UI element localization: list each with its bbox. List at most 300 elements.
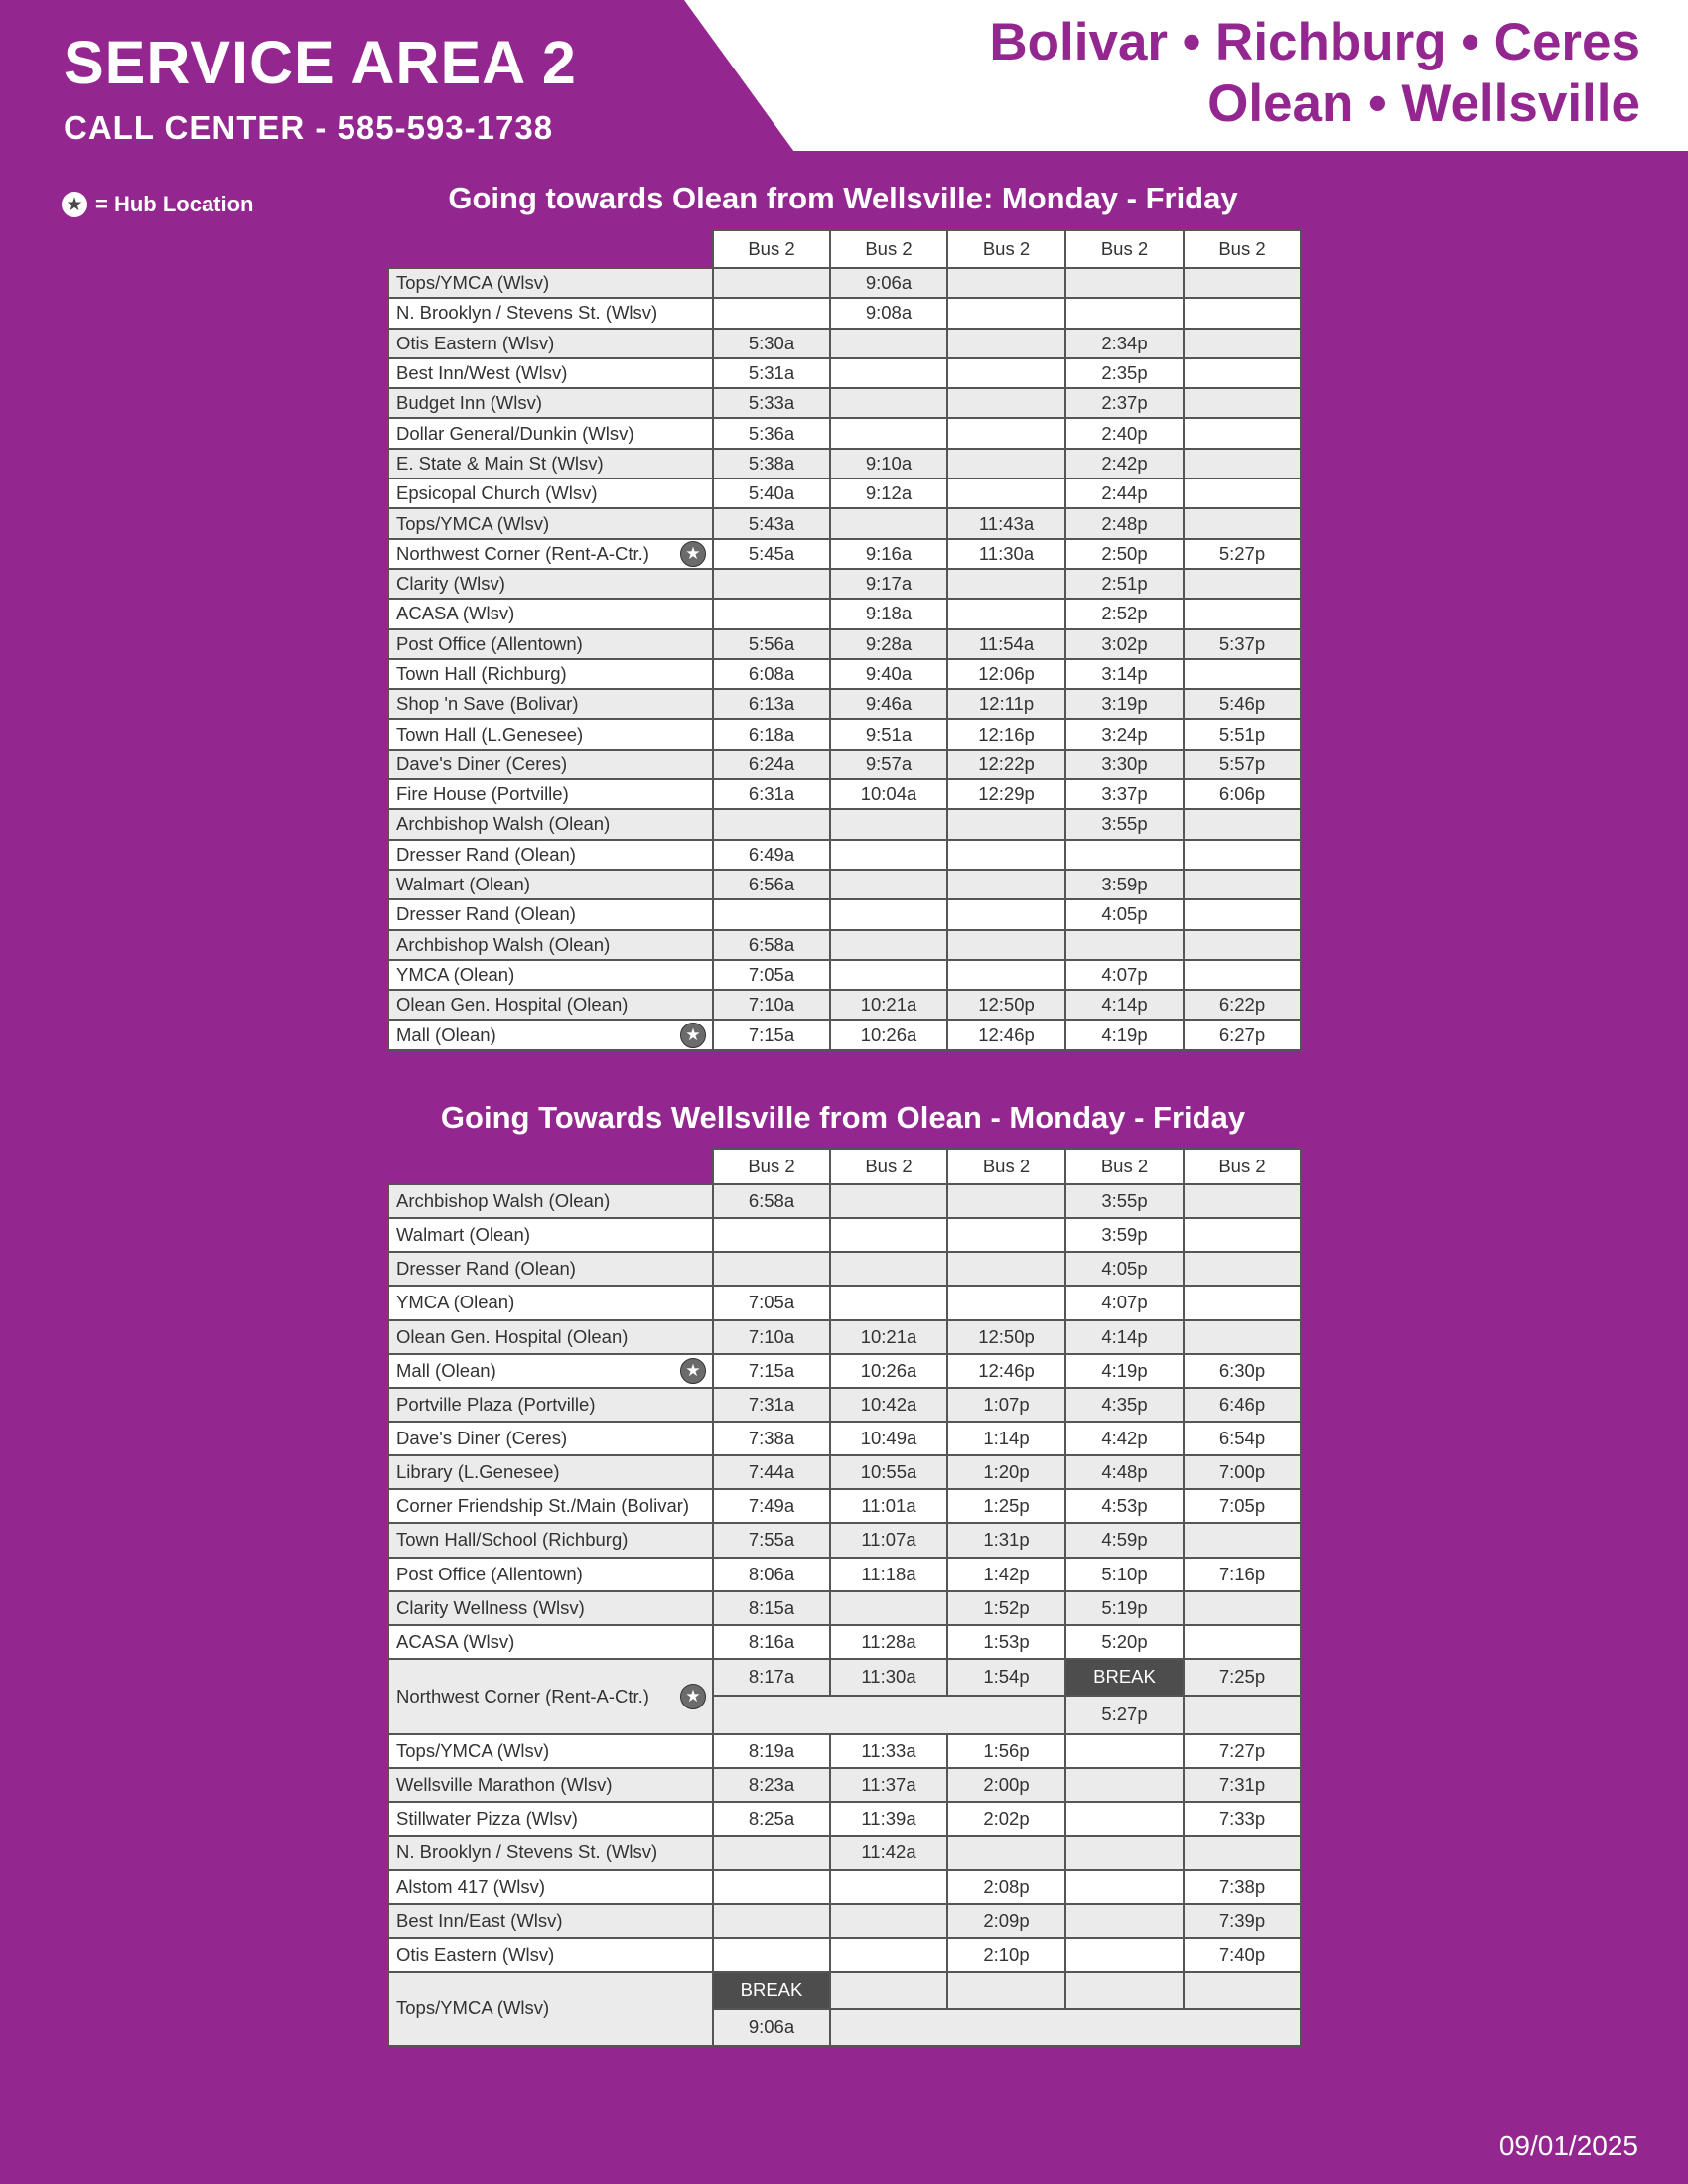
stop-name xyxy=(388,990,713,1020)
table-row xyxy=(388,508,1301,538)
time-cell: 4:19p xyxy=(1065,1020,1184,1049)
time-cell xyxy=(1065,1734,1184,1768)
time-cell xyxy=(947,809,1065,839)
stop-name-label: ACASA (Wlsv) xyxy=(396,1630,515,1652)
time-cell: 6:08a xyxy=(713,659,830,689)
bus-column-header: Bus 2 xyxy=(830,230,947,268)
stop-name xyxy=(388,1734,713,1768)
time-cell xyxy=(1065,840,1184,870)
time-cell: 5:20p xyxy=(1065,1625,1184,1659)
time-cell: 12:11p xyxy=(947,689,1065,719)
time-cell xyxy=(1184,1320,1301,1354)
stop-name-label: Archbishop Walsh (Olean) xyxy=(396,1190,611,1212)
time-cell xyxy=(830,899,947,929)
stop-name xyxy=(388,1320,713,1354)
time-cell: 2:42p xyxy=(1065,449,1184,478)
stop-name xyxy=(388,329,713,358)
time-cell: 12:50p xyxy=(947,1320,1065,1354)
time-cell: 2:10p xyxy=(947,1938,1065,1972)
stop-name xyxy=(388,268,713,298)
stop-name-label: Dave's Diner (Ceres) xyxy=(396,1428,568,1449)
time-cell: 8:16a xyxy=(713,1625,830,1659)
time-cell xyxy=(713,1218,830,1252)
time-cell: 10:26a xyxy=(830,1020,947,1049)
stop-name-label: Northwest Corner (Rent-A-Ctr.) xyxy=(396,542,649,564)
time-cell: 6:18a xyxy=(713,719,830,749)
stop-name xyxy=(388,1489,713,1523)
stop-name-label: Otis Eastern (Wlsv) xyxy=(396,1943,555,1965)
time-cell: 4:48p xyxy=(1065,1455,1184,1489)
time-cell xyxy=(1184,449,1301,478)
stop-name-label: Corner Friendship St./Main (Bolivar) xyxy=(396,1495,690,1517)
stop-name xyxy=(388,659,713,689)
time-cell: 6:58a xyxy=(713,1184,830,1218)
time-cell: 4:59p xyxy=(1065,1523,1184,1557)
stop-name xyxy=(388,689,713,719)
time-cell xyxy=(1065,1938,1184,1972)
time-cell xyxy=(947,1286,1065,1319)
time-cell xyxy=(713,1870,830,1904)
time-cell xyxy=(1184,930,1301,960)
time-cell xyxy=(947,1836,1065,1869)
table-row xyxy=(388,1625,1301,1659)
table-row xyxy=(388,870,1301,899)
schedule-table-to-olean xyxy=(387,229,1302,1051)
time-cell: 4:05p xyxy=(1065,899,1184,929)
time-cell: 11:43a xyxy=(947,508,1065,538)
time-cell: 9:51a xyxy=(830,719,947,749)
stop-name xyxy=(388,539,713,569)
stop-name xyxy=(388,388,713,418)
header-corner xyxy=(388,230,713,268)
time-cell xyxy=(1184,1523,1301,1557)
time-cell xyxy=(830,930,947,960)
time-cell: 1:52p xyxy=(947,1591,1065,1625)
time-cell xyxy=(947,329,1065,358)
time-cell: 3:59p xyxy=(1065,1218,1184,1252)
time-cell xyxy=(1184,659,1301,689)
time-cell: 4:14p xyxy=(1065,1320,1184,1354)
time-cell: 5:51p xyxy=(1184,719,1301,749)
time-cell xyxy=(1184,508,1301,538)
bus-column-header: Bus 2 xyxy=(1184,230,1301,268)
time-cell: 2:35p xyxy=(1065,358,1184,388)
time-cell: 7:10a xyxy=(713,990,830,1020)
time-cell xyxy=(830,1972,947,2009)
time-cell: 1:14p xyxy=(947,1422,1065,1455)
time-cell: 7:31a xyxy=(713,1388,830,1422)
table-row xyxy=(388,899,1301,929)
stop-name xyxy=(388,1938,713,1972)
table-row xyxy=(388,449,1301,478)
table-row xyxy=(388,840,1301,870)
time-cell xyxy=(1184,388,1301,418)
time-cell xyxy=(830,508,947,538)
hub-star-icon: ★ xyxy=(680,1358,706,1384)
time-cell xyxy=(713,1252,830,1286)
time-cell xyxy=(1184,599,1301,628)
stop-name-label: Clarity Wellness (Wlsv) xyxy=(396,1596,585,1618)
time-cell: 8:23a xyxy=(713,1768,830,1802)
stop-name-label: Walmart (Olean) xyxy=(396,874,531,895)
time-cell xyxy=(1065,1904,1184,1938)
time-cell: 6:24a xyxy=(713,750,830,779)
time-cell xyxy=(1065,930,1184,960)
table-row xyxy=(388,1422,1301,1455)
time-cell: 7:38p xyxy=(1184,1870,1301,1904)
time-cell: 2:02p xyxy=(947,1802,1065,1836)
time-cell: 9:10a xyxy=(830,449,947,478)
time-cell xyxy=(1184,478,1301,508)
stop-name-label: Alstom 417 (Wlsv) xyxy=(396,1875,546,1897)
table-row xyxy=(388,1768,1301,1802)
time-cell xyxy=(947,1972,1065,2009)
time-cell xyxy=(1184,1286,1301,1319)
hub-star-icon: ★ xyxy=(680,1023,706,1048)
time-cell: 5:36a xyxy=(713,418,830,448)
towns-line-1: Bolivar • Richburg • Ceres xyxy=(989,13,1640,71)
time-cell xyxy=(1184,1591,1301,1625)
time-cell: 11:42a xyxy=(830,1836,947,1869)
time-cell: 9:40a xyxy=(830,659,947,689)
stop-name xyxy=(388,1870,713,1904)
table-row xyxy=(388,1455,1301,1489)
stop-name xyxy=(388,1286,713,1319)
time-cell: 11:33a xyxy=(830,1734,947,1768)
time-cell xyxy=(1184,870,1301,899)
time-cell: 4:07p xyxy=(1065,1286,1184,1319)
time-cell: 2:37p xyxy=(1065,388,1184,418)
table-row xyxy=(388,1489,1301,1523)
break-cell: BREAK xyxy=(1065,1659,1184,1696)
break-cell: BREAK xyxy=(713,1972,830,2009)
time-cell: 7:05a xyxy=(713,960,830,990)
time-cell: 4:19p xyxy=(1065,1354,1184,1388)
time-cell: 10:21a xyxy=(830,990,947,1020)
time-cell: 7:40p xyxy=(1184,1938,1301,1972)
time-cell xyxy=(830,1938,947,1972)
bus-column-header: Bus 2 xyxy=(947,1149,1065,1184)
time-cell: 2:50p xyxy=(1065,539,1184,569)
time-cell xyxy=(1065,1972,1184,2009)
time-cell: 6:46p xyxy=(1184,1388,1301,1422)
time-cell xyxy=(947,1184,1065,1218)
time-cell: 9:16a xyxy=(830,539,947,569)
towns-line-2: Olean • Wellsville xyxy=(1207,74,1640,133)
stop-name-label: Town Hall (L.Genesee) xyxy=(396,723,584,745)
table-row xyxy=(388,659,1301,689)
time-cell: 6:49a xyxy=(713,840,830,870)
time-cell xyxy=(713,569,830,599)
stop-name xyxy=(388,358,713,388)
stop-name-label: N. Brooklyn / Stevens St. (Wlsv) xyxy=(396,1842,658,1863)
stop-name-label: Dollar General/Dunkin (Wlsv) xyxy=(396,422,634,444)
time-cell xyxy=(947,358,1065,388)
table-row xyxy=(388,418,1301,448)
time-cell: 10:26a xyxy=(830,1354,947,1388)
time-cell: 6:06p xyxy=(1184,779,1301,809)
time-cell: 3:30p xyxy=(1065,750,1184,779)
time-cell: 7:05p xyxy=(1184,1489,1301,1523)
time-cell: 8:19a xyxy=(713,1734,830,1768)
time-cell: 11:07a xyxy=(830,1523,947,1557)
time-cell: 5:43a xyxy=(713,508,830,538)
time-cell xyxy=(713,1696,1065,1734)
time-cell xyxy=(1184,268,1301,298)
time-cell: 8:15a xyxy=(713,1591,830,1625)
table-row xyxy=(388,358,1301,388)
time-cell: 7:15a xyxy=(713,1354,830,1388)
stop-name xyxy=(388,719,713,749)
time-cell: 6:54p xyxy=(1184,1422,1301,1455)
time-cell: 5:38a xyxy=(713,449,830,478)
table-row xyxy=(388,388,1301,418)
stop-name-label: Olean Gen. Hospital (Olean) xyxy=(396,994,629,1016)
stop-name xyxy=(388,779,713,809)
stop-name-label: Post Office (Allentown) xyxy=(396,632,583,654)
time-cell xyxy=(1184,358,1301,388)
stop-name xyxy=(388,1388,713,1422)
time-cell xyxy=(713,899,830,929)
table-row xyxy=(388,930,1301,960)
stop-name xyxy=(388,478,713,508)
time-cell: 9:06a xyxy=(713,2009,830,2046)
time-cell xyxy=(713,809,830,839)
stop-name xyxy=(388,1802,713,1836)
time-cell: 7:55a xyxy=(713,1523,830,1557)
time-cell: 3:59p xyxy=(1065,870,1184,899)
table-row xyxy=(388,1286,1301,1319)
stop-name-label: Post Office (Allentown) xyxy=(396,1563,583,1584)
time-cell xyxy=(830,809,947,839)
time-cell xyxy=(830,840,947,870)
time-cell: 5:33a xyxy=(713,388,830,418)
stop-name-label: Fire House (Portville) xyxy=(396,783,569,805)
time-cell: 9:17a xyxy=(830,569,947,599)
table-row xyxy=(388,268,1301,298)
effective-date: 09/01/2025 xyxy=(1498,2130,1638,2161)
time-cell: 4:14p xyxy=(1065,990,1184,1020)
time-cell xyxy=(830,1870,947,1904)
time-cell xyxy=(1184,418,1301,448)
time-cell: 6:58a xyxy=(713,930,830,960)
stop-name-label: Tops/YMCA (Wlsv) xyxy=(396,512,550,534)
time-cell xyxy=(1065,1836,1184,1869)
time-cell: 12:29p xyxy=(947,779,1065,809)
stop-name xyxy=(388,569,713,599)
time-cell xyxy=(947,569,1065,599)
time-cell: 7:10a xyxy=(713,1320,830,1354)
time-cell: 2:00p xyxy=(947,1768,1065,1802)
time-cell: 1:53p xyxy=(947,1625,1065,1659)
time-cell: 7:27p xyxy=(1184,1734,1301,1768)
stop-name-label: Dave's Diner (Ceres) xyxy=(396,752,568,774)
stop-name xyxy=(388,298,713,328)
stop-name-label: Tops/YMCA (Wlsv) xyxy=(396,272,550,294)
stop-name-label: Shop 'n Save (Bolivar) xyxy=(396,693,579,715)
time-cell: 7:39p xyxy=(1184,1904,1301,1938)
stop-name xyxy=(388,899,713,929)
time-cell xyxy=(830,1904,947,1938)
towns-served xyxy=(989,12,1640,135)
table-row xyxy=(388,1252,1301,1286)
time-cell: 4:07p xyxy=(1065,960,1184,990)
time-cell: 2:08p xyxy=(947,1870,1065,1904)
time-cell: 3:02p xyxy=(1065,629,1184,659)
time-cell xyxy=(713,1938,830,1972)
time-cell: 2:40p xyxy=(1065,418,1184,448)
stop-name-label: Northwest Corner (Rent-A-Ctr.) xyxy=(396,1685,649,1706)
table-row xyxy=(388,298,1301,328)
time-cell xyxy=(830,870,947,899)
star-circle-icon: ★ xyxy=(62,192,87,217)
time-cell: 12:16p xyxy=(947,719,1065,749)
table-row xyxy=(388,599,1301,628)
time-cell: 5:57p xyxy=(1184,750,1301,779)
time-cell xyxy=(1184,1625,1301,1659)
time-cell: 2:44p xyxy=(1065,478,1184,508)
time-cell: 12:50p xyxy=(947,990,1065,1020)
stop-name xyxy=(388,1354,713,1388)
time-cell: 8:06a xyxy=(713,1558,830,1591)
stop-name-label: Budget Inn (Wlsv) xyxy=(396,392,543,414)
time-cell: 10:49a xyxy=(830,1422,947,1455)
time-cell: 12:22p xyxy=(947,750,1065,779)
time-cell: 6:27p xyxy=(1184,1020,1301,1049)
time-cell: 1:56p xyxy=(947,1734,1065,1768)
schedule-table-to-wellsville xyxy=(387,1148,1302,2047)
table-row xyxy=(388,990,1301,1020)
time-cell xyxy=(830,1184,947,1218)
table-header-row xyxy=(388,1149,1301,1184)
stop-name xyxy=(388,1625,713,1659)
time-cell xyxy=(1184,1252,1301,1286)
call-center-phone: CALL CENTER - 585-593-1738 xyxy=(64,109,554,146)
stop-name-label: Tops/YMCA (Wlsv) xyxy=(396,1997,550,2019)
time-cell xyxy=(947,840,1065,870)
time-cell: 9:57a xyxy=(830,750,947,779)
bus-column-header: Bus 2 xyxy=(830,1149,947,1184)
time-cell: 6:56a xyxy=(713,870,830,899)
bus-column-header: Bus 2 xyxy=(1065,1149,1184,1184)
bus-column-header: Bus 2 xyxy=(1184,1149,1301,1184)
time-cell xyxy=(830,1286,947,1319)
time-cell: 7:15a xyxy=(713,1020,830,1049)
time-cell: 10:04a xyxy=(830,779,947,809)
time-cell: 2:51p xyxy=(1065,569,1184,599)
stop-name-label: Town Hall (Richburg) xyxy=(396,663,567,684)
table-row xyxy=(388,1388,1301,1422)
table-row xyxy=(388,1870,1301,1904)
stop-name xyxy=(388,1836,713,1869)
stop-name-label: Olean Gen. Hospital (Olean) xyxy=(396,1325,629,1347)
time-cell xyxy=(1184,1836,1301,1869)
time-cell: 3:55p xyxy=(1065,809,1184,839)
time-cell xyxy=(1184,840,1301,870)
table1-title: Going towards Olean from Wellsville: Monday - Friday xyxy=(448,181,1238,215)
time-cell: 7:33p xyxy=(1184,1802,1301,1836)
time-cell: 11:30a xyxy=(830,1659,947,1696)
stop-name-label: N. Brooklyn / Stevens St. (Wlsv) xyxy=(396,302,658,324)
table-row xyxy=(388,1734,1301,1768)
time-cell: 5:46p xyxy=(1184,689,1301,719)
time-cell: 8:17a xyxy=(713,1659,830,1696)
hub-legend xyxy=(62,192,254,217)
time-cell: 9:46a xyxy=(830,689,947,719)
table-row xyxy=(388,1836,1301,1869)
time-cell: 6:13a xyxy=(713,689,830,719)
time-cell xyxy=(1184,298,1301,328)
time-cell: 2:34p xyxy=(1065,329,1184,358)
time-cell: 3:14p xyxy=(1065,659,1184,689)
time-cell: 10:21a xyxy=(830,1320,947,1354)
time-cell: 7:49a xyxy=(713,1489,830,1523)
time-cell: 5:45a xyxy=(713,539,830,569)
table-row xyxy=(388,960,1301,990)
stop-name-label: Town Hall/School (Richburg) xyxy=(396,1529,629,1551)
time-cell: 1:54p xyxy=(947,1659,1065,1696)
stop-name-label: Wellsville Marathon (Wlsv) xyxy=(396,1774,613,1796)
time-cell xyxy=(830,358,947,388)
time-cell: 5:37p xyxy=(1184,629,1301,659)
time-cell: 9:18a xyxy=(830,599,947,628)
stop-name xyxy=(388,1218,713,1252)
time-cell xyxy=(1184,569,1301,599)
stop-name xyxy=(388,1659,713,1734)
stop-name xyxy=(388,508,713,538)
table2-title: Going Towards Wellsville from Olean - Monday - Friday xyxy=(440,1100,1246,1135)
time-cell: 11:01a xyxy=(830,1489,947,1523)
table-row xyxy=(388,1591,1301,1625)
time-cell: 5:19p xyxy=(1065,1591,1184,1625)
time-cell: 11:18a xyxy=(830,1558,947,1591)
time-cell: 7:00p xyxy=(1184,1455,1301,1489)
stop-name xyxy=(388,629,713,659)
time-cell: 3:24p xyxy=(1065,719,1184,749)
time-cell xyxy=(947,388,1065,418)
time-cell: 12:46p xyxy=(947,1354,1065,1388)
time-cell xyxy=(1184,809,1301,839)
stop-name-label: E. State & Main St (Wlsv) xyxy=(396,452,604,474)
stop-name xyxy=(388,1591,713,1625)
stop-name xyxy=(388,1020,713,1049)
stop-name-label: Dresser Rand (Olean) xyxy=(396,1258,576,1280)
time-cell: 10:55a xyxy=(830,1455,947,1489)
stop-name xyxy=(388,449,713,478)
time-cell: 5:27p xyxy=(1184,539,1301,569)
time-cell: 7:25p xyxy=(1184,1659,1301,1696)
stop-name xyxy=(388,1455,713,1489)
time-cell xyxy=(947,268,1065,298)
time-cell xyxy=(830,1252,947,1286)
time-cell: 6:30p xyxy=(1184,1354,1301,1388)
stop-name-label: YMCA (Olean) xyxy=(396,963,515,985)
time-cell: 7:38a xyxy=(713,1422,830,1455)
time-cell: 9:12a xyxy=(830,478,947,508)
stop-name xyxy=(388,1904,713,1938)
table-header-row xyxy=(388,230,1301,268)
time-cell: 6:31a xyxy=(713,779,830,809)
stop-name xyxy=(388,870,713,899)
stop-name-label: Portville Plaza (Portville) xyxy=(396,1393,596,1415)
time-cell: 2:48p xyxy=(1065,508,1184,538)
table-row xyxy=(388,750,1301,779)
time-cell: 11:30a xyxy=(947,539,1065,569)
table-row xyxy=(388,1904,1301,1938)
time-cell: 7:16p xyxy=(1184,1558,1301,1591)
time-cell xyxy=(1184,329,1301,358)
table-row xyxy=(388,1802,1301,1836)
